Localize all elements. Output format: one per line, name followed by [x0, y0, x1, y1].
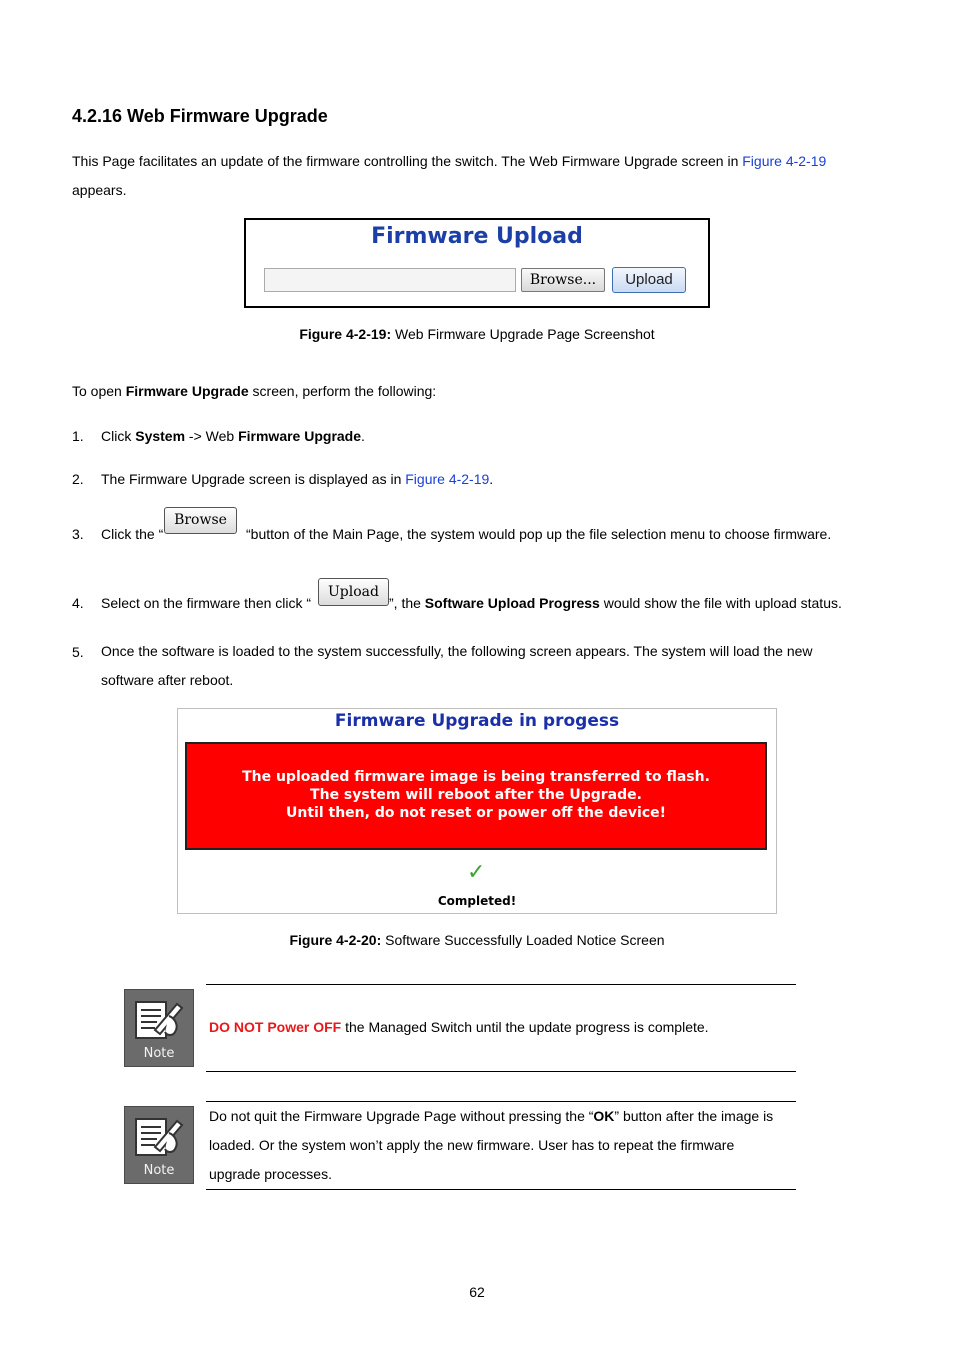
instructions-text: To open [72, 383, 126, 399]
checkmark-icon: ✓ [467, 859, 486, 884]
note-text: upgrade processes. [209, 1166, 332, 1182]
step-number: 3. [72, 526, 84, 542]
firmware-upload-panel [244, 218, 710, 308]
step-bold: Firmware Upgrade [238, 428, 362, 444]
figure-caption-2 [0, 932, 954, 948]
open-instructions [72, 377, 436, 406]
note-1-text [209, 1013, 799, 1042]
step-text: Once the software is loaded to the system successfully, the following screen appears. The system will load the new [101, 643, 813, 659]
step-1 [101, 428, 365, 444]
step-text: The Firmware Upgrade screen is displayed as in [101, 471, 406, 487]
step-text: ”, the [389, 595, 425, 611]
file-path-input[interactable] [264, 268, 516, 292]
note-divider [206, 1071, 796, 1072]
step-text: . [361, 428, 365, 444]
step-3-lead: Click the “ [101, 526, 164, 542]
step-5 [101, 637, 813, 695]
page-number: 62 [469, 1284, 485, 1300]
caption-label: Figure 4-2-20: [289, 932, 382, 948]
browse-button[interactable]: Browse... [521, 268, 605, 292]
step-text: Click [101, 428, 136, 444]
note-divider [206, 1189, 796, 1190]
note-label: Note [143, 1046, 175, 1061]
note-text: loaded. Or the system won’t apply the new firmware. User has to repeat the firmware [209, 1137, 735, 1153]
step-4-lead: Select on the firmware then click “ [101, 595, 312, 611]
intro-text-end: appears. [72, 182, 127, 198]
step-2 [101, 471, 493, 487]
step-text: . [489, 471, 494, 487]
note-label: Note [143, 1163, 175, 1178]
step-number: 2. [72, 471, 84, 487]
step-text: software after reboot. [101, 672, 234, 688]
section-title: 4.2.16 Web Firmware Upgrade [72, 106, 328, 126]
warning-panel [185, 742, 767, 850]
step-text: would show the file with upload status. [599, 595, 842, 611]
instructions-text-end: screen, perform the following: [248, 383, 437, 399]
step-4-text [389, 595, 842, 611]
step-bold: System [135, 428, 186, 444]
upgrade-progress-panel [177, 708, 777, 914]
warning-line: Until then, do not reset or power off the device! [286, 805, 666, 821]
note-text: the Managed Switch until the update progress is complete. [341, 1019, 709, 1035]
intro-paragraph [72, 147, 826, 205]
note-text: Do not quit the Firmware Upgrade Page without pressing the “ [209, 1108, 594, 1124]
instructions-bold: Firmware Upgrade [125, 383, 249, 399]
warning-line: The system will reboot after the Upgrade. [310, 787, 642, 803]
step-3-text: “button of the Main Page, the system would pop up the file selection menu to choose firmware. [246, 526, 832, 542]
step-text: -> Web [185, 428, 239, 444]
note-text: ” button after the image is [614, 1108, 774, 1124]
caption-label: Figure 4-2-19: [299, 326, 392, 342]
browse-button-inline[interactable]: Browse [164, 507, 237, 534]
figure-link[interactable]: Figure 4-2-19 [405, 471, 490, 487]
completed-status: Completed! [437, 894, 517, 908]
caption-text: Web Firmware Upgrade Page Screenshot [391, 326, 655, 342]
notepad-pen-icon [133, 1113, 185, 1159]
figure-caption-1 [0, 326, 954, 342]
upload-button[interactable]: Upload [612, 267, 686, 293]
notepad-pen-icon [133, 996, 185, 1042]
figure-link[interactable]: Figure 4-2-19 [742, 153, 827, 169]
step-number: 4. [72, 595, 84, 611]
step-number: 1. [72, 428, 84, 444]
note-icon [124, 989, 194, 1067]
warning-text: DO NOT Power OFF [209, 1019, 342, 1035]
note-icon [124, 1106, 194, 1184]
progress-title: Firmware Upgrade in progess [334, 711, 620, 731]
intro-text: This Page facilitates an update of the firmware controlling the switch. The Web Firmware Upgrade screen in [72, 153, 743, 169]
step-bold: Software Upload Progress [424, 595, 600, 611]
note-2-text [209, 1102, 799, 1189]
upload-button-inline[interactable]: Upload [318, 578, 389, 606]
note-divider [206, 984, 796, 985]
note-bold: OK [593, 1108, 615, 1124]
firmware-upload-title: Firmware Upload [371, 224, 583, 249]
step-number: 5. [72, 644, 84, 660]
caption-text: Software Successfully Loaded Notice Screen [381, 932, 665, 948]
warning-line: The uploaded firmware image is being transferred to flash. [242, 769, 710, 785]
